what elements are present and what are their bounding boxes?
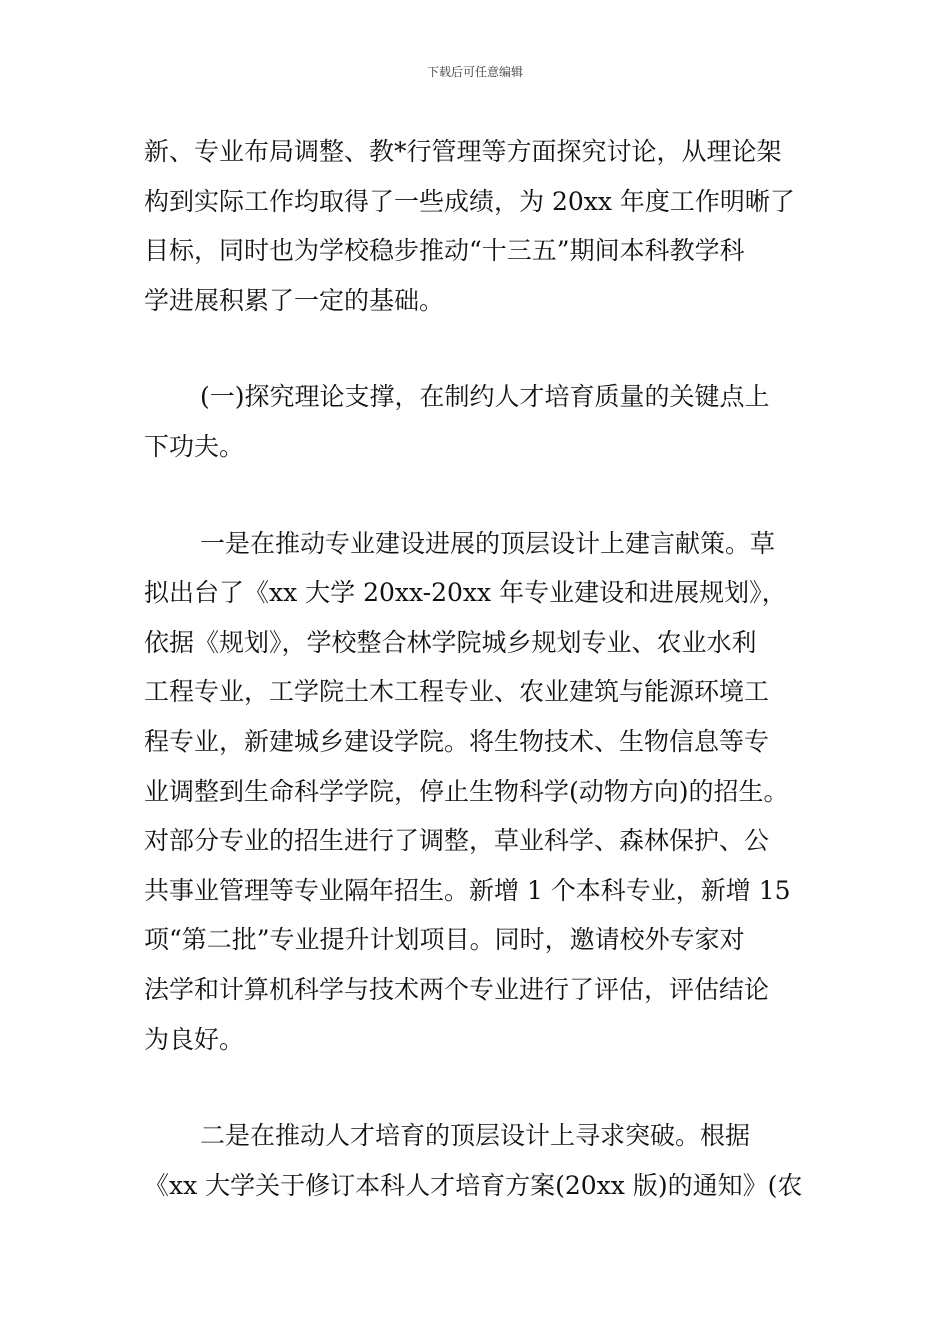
text-line: 工程专业，工学院土木工程专业、农业建筑与能源环境工 [144, 677, 770, 707]
text-line: 下功夫。 [144, 431, 245, 461]
paragraph-first-point [144, 519, 824, 1065]
paragraph-spacer [144, 1064, 824, 1111]
document-body [144, 127, 824, 1210]
text-line: 程专业，新建城乡建设学院。将生物技术、生物信息等专 [144, 726, 770, 756]
paragraph-intro-continuation [144, 127, 824, 325]
text-line: 构到实际工作均取得了一些成绩，为 20xx 年度工作明晰了 [144, 186, 795, 216]
text-line: 一是在推动专业建设进展的顶层设计上建言献策。草 [200, 528, 776, 558]
text-line: 共事业管理等专业隔年招生。新增 1 个本科专业，新增 15 [144, 875, 791, 905]
text-line: 新、专业布局调整、教*行管理等方面探究讨论，从理论架 [144, 137, 782, 166]
text-line: 为良好。 [144, 1024, 245, 1054]
page-header-note: 下载后可任意编辑 [426, 65, 523, 79]
text-line: 学进展积累了一定的基础。 [144, 285, 445, 315]
text-line: 目标，同时也为学校稳步推动“十三五”期间本科教学科 [144, 236, 745, 266]
text-line: 对部分专业的招生进行了调整，草业科学、森林保护、公 [144, 826, 770, 856]
text-line: 法学和计算机科学与技术两个专业进行了评估，评估结论 [144, 974, 770, 1004]
text-line: 二是在推动人才培育的顶层设计上寻求突破。根据 [200, 1121, 751, 1151]
text-line: 拟出台了《xx 大学 20xx-20xx 年专业建设和进展规划》， [144, 578, 787, 608]
text-line: (一)探究理论支撑，在制约人才培育质量的关键点上 [200, 382, 770, 412]
section-heading-1 [144, 372, 824, 471]
text-line: 《xx 大学关于修订本科人才培育方案(20xx 版)的通知》(农 [144, 1170, 803, 1200]
paragraph-spacer [144, 325, 824, 372]
paragraph-spacer [144, 472, 824, 519]
text-line: 依据《规划》，学校整合林学院城乡规划专业、农业水利 [144, 627, 757, 657]
paragraph-second-point [144, 1111, 824, 1210]
text-line: 项“第二批”专业提升计划项目。同时，邀请校外专家对 [144, 925, 745, 955]
text-line: 业调整到生命科学学院，停止生物科学(动物方向)的招生。 [144, 776, 789, 806]
